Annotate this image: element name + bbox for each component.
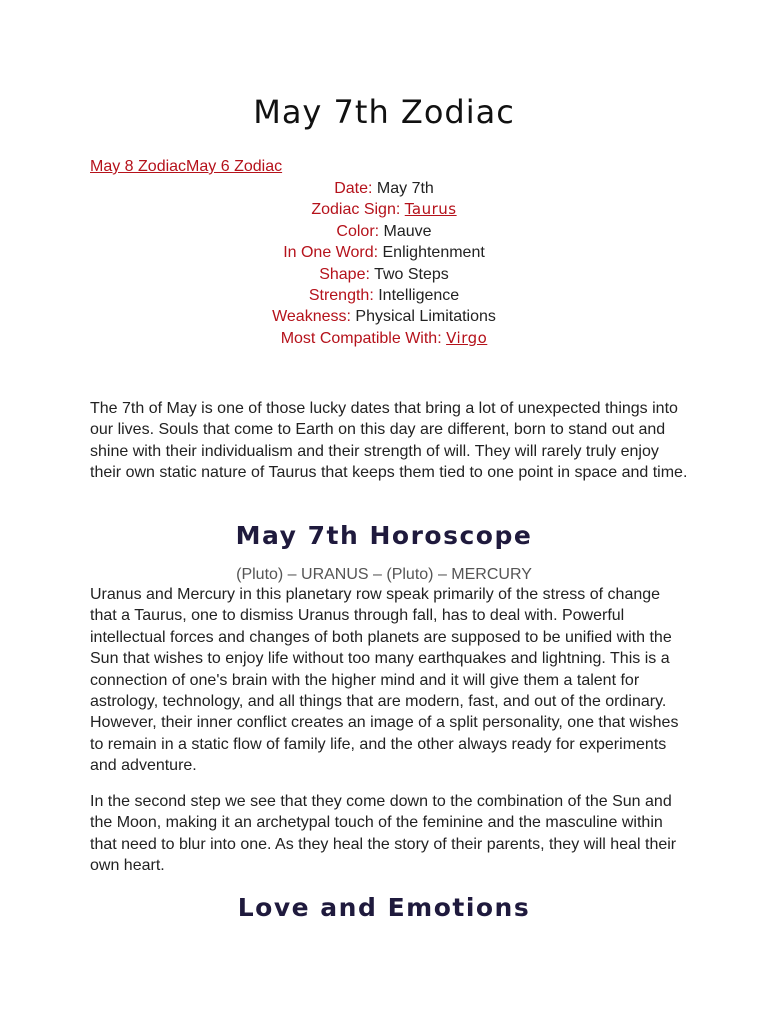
fact-zodiac-sign bbox=[0, 199, 768, 220]
love-emotions-heading: Love and Emotions bbox=[237, 893, 531, 922]
fact-key: Shape: bbox=[319, 265, 370, 283]
page-title: May 7th Zodiac bbox=[253, 93, 515, 131]
fact-shape bbox=[0, 264, 768, 285]
fact-value: May 7th bbox=[376, 180, 434, 197]
fact-value: Two Steps bbox=[374, 265, 449, 283]
zodiac-facts bbox=[0, 178, 768, 349]
fact-key: Color: bbox=[336, 222, 380, 240]
fact-key: Most Compatible With: bbox=[280, 329, 442, 347]
intro-paragraph: The 7th of May is one of those lucky dates that bring a lot of unexpected things into our lives. Souls that come to Earth on this day are different, born to stand out and shine with their individualism and their strength of will. They will rarely truly enjoy their own static nature of Taurus that keeps them tied to one point in space and time. bbox=[90, 400, 688, 482]
fact-value: Intelligence bbox=[378, 287, 460, 305]
horoscope-paragraph-1: Uranus and Mercury in this planetary row speak primarily of the stress of change that a Taurus, one to dismiss Uranus through fall, has to deal with. Powerful intellectual forces and changes of both planets are supposed to be unified with the Sun that wishes to enjoy life without too many earthquakes and lightning. This is a connection of one's brain with the higher mind and it will give them a talent for astrology, technology, and all things that are modern, fast, and out of the ordinary. However, their inner conflict creates an image of a split personality, one that wishes to remain in a static flow of family life, and the other always ready for experiments and adventure. bbox=[90, 586, 679, 775]
next-day-link[interactable]: May 8 Zodiac bbox=[90, 158, 187, 175]
fact-value: Mauve bbox=[383, 222, 432, 240]
fact-key: Strength: bbox=[308, 287, 374, 305]
fact-key: Date: bbox=[334, 180, 373, 197]
fact-strength bbox=[0, 285, 768, 306]
fact-key: Weakness: bbox=[272, 308, 351, 326]
horoscope-paragraph-2: In the second step we see that they come down to the combination of the Sun and the Moon, making it an archetypal touch of the feminine and the masculine within that need to blur into one. As they heal the story of their parents, they will heal their own heart. bbox=[90, 793, 677, 875]
fact-date bbox=[0, 178, 768, 199]
planets-line: (Pluto) – URANUS – (Pluto) – MERCURY bbox=[236, 566, 532, 583]
prev-day-link[interactable]: May 6 Zodiac bbox=[186, 158, 283, 175]
horoscope-heading: May 7th Horoscope bbox=[235, 521, 533, 550]
zodiac-nav-links bbox=[90, 157, 282, 177]
fact-color bbox=[0, 221, 768, 242]
fact-key: In One Word: bbox=[283, 244, 379, 262]
fact-value: Physical Limitations bbox=[355, 308, 496, 326]
fact-value: Enlightenment bbox=[382, 244, 485, 262]
fact-most-compatible bbox=[0, 328, 768, 349]
fact-one-word bbox=[0, 242, 768, 263]
fact-weakness bbox=[0, 306, 768, 327]
fact-key: Zodiac Sign: bbox=[311, 201, 401, 219]
taurus-link[interactable]: Taurus bbox=[404, 200, 457, 219]
virgo-link[interactable]: Virgo bbox=[446, 328, 488, 347]
